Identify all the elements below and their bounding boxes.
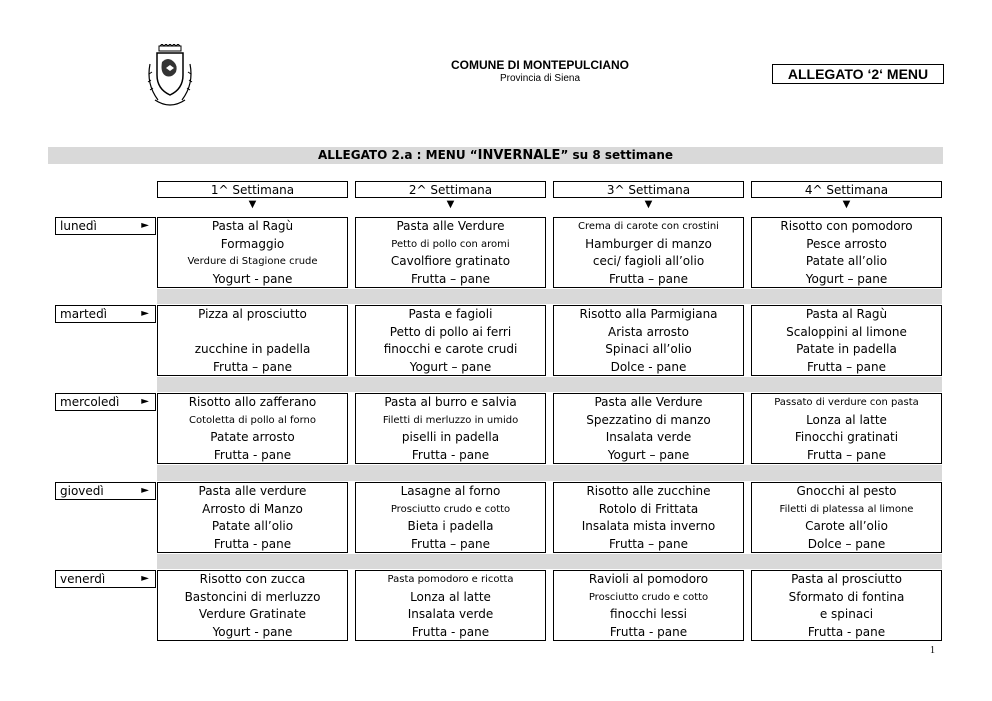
menu-dish: Frutta – pane bbox=[411, 271, 490, 286]
week-header: 2^ Settimana bbox=[355, 181, 546, 198]
menu-dish: Pesce arrosto bbox=[806, 236, 887, 251]
menu-dish: Frutta - pane bbox=[609, 624, 688, 639]
menu-cell bbox=[355, 217, 546, 288]
menu-cell bbox=[355, 482, 546, 553]
menu-dish: Cavolfiore gratinato bbox=[390, 254, 511, 268]
day-label bbox=[55, 393, 156, 411]
menu-dish: Pizza al prosciutto bbox=[198, 307, 307, 321]
menu-dish: Filetti di platessa al limone bbox=[779, 503, 914, 515]
menu-dish: Risotto alle zucchine bbox=[586, 484, 711, 498]
arrow-down-icon: ▼ bbox=[446, 199, 455, 210]
menu-cell bbox=[157, 570, 348, 641]
menu-cell bbox=[751, 393, 942, 464]
menu-dish: Pasta alle Verdure bbox=[396, 219, 505, 233]
menu-dish: finocchi lessi bbox=[609, 607, 687, 621]
menu-dish: Frutta – pane bbox=[807, 359, 886, 374]
menu-dish: Verdure di Stagione crude bbox=[187, 256, 318, 267]
menu-dish: Gnocchi al pesto bbox=[796, 484, 897, 498]
row-separator bbox=[157, 289, 942, 304]
arrow-down-icon: ▼ bbox=[248, 199, 257, 210]
menu-cell bbox=[157, 305, 348, 376]
day-label bbox=[55, 482, 156, 500]
week-header: 3^ Settimana bbox=[553, 181, 744, 198]
menu-dish: Pasta e fagioli bbox=[408, 307, 493, 321]
menu-dish: Formaggio bbox=[220, 236, 285, 251]
menu-dish: Frutta – pane bbox=[609, 271, 688, 286]
day-label bbox=[55, 305, 156, 323]
menu-dish: Frutta – pane bbox=[807, 447, 886, 462]
menu-dish: Frutta – pane bbox=[213, 359, 292, 374]
menu-cell bbox=[157, 217, 348, 288]
menu-dish: Rotolo di Frittata bbox=[598, 501, 699, 516]
menu-dish: Frutta - pane bbox=[807, 624, 886, 639]
coat-of-arms-icon bbox=[145, 44, 195, 110]
menu-dish: Risotto allo zafferano bbox=[188, 395, 317, 409]
day-name: martedì bbox=[60, 307, 108, 321]
menu-cell bbox=[355, 393, 546, 464]
row-separator bbox=[157, 465, 942, 481]
day-label bbox=[55, 570, 156, 588]
menu-dish: Lasagne al forno bbox=[400, 484, 501, 498]
day-name: mercoledì bbox=[60, 395, 120, 409]
municipality-name: COMUNE DI MONTEPULCIANO bbox=[451, 58, 629, 72]
menu-dish: Patate arrosto bbox=[210, 430, 295, 444]
menu-cell bbox=[553, 217, 744, 288]
menu-dish: Bieta i padella bbox=[407, 519, 494, 533]
menu-dish: Frutta – pane bbox=[411, 536, 490, 551]
menu-dish: Pasta al Ragù bbox=[211, 219, 294, 233]
menu-dish bbox=[158, 324, 347, 342]
menu-dish: Dolce - pane bbox=[610, 359, 687, 374]
arrow-right-icon: ► bbox=[141, 485, 149, 496]
menu-dish: Insalata verde bbox=[605, 430, 692, 444]
menu-cell bbox=[553, 570, 744, 641]
day-name: lunedì bbox=[60, 219, 97, 233]
allegato-label: ALLEGATO ‘2‘ MENU bbox=[772, 64, 944, 84]
menu-dish: Spezzatino di manzo bbox=[586, 412, 711, 427]
menu-dish: Sformato di fontina bbox=[788, 589, 905, 604]
menu-dish: Yogurt – pane bbox=[805, 271, 888, 286]
arrow-right-icon: ► bbox=[141, 220, 149, 231]
arrow-right-icon: ► bbox=[141, 573, 149, 584]
menu-dish: Frutta - pane bbox=[213, 536, 292, 551]
menu-cell bbox=[751, 217, 942, 288]
menu-dish: Frutta - pane bbox=[213, 447, 292, 462]
province-name: Provincia di Siena bbox=[499, 73, 581, 84]
menu-dish: Dolce – pane bbox=[807, 536, 886, 551]
menu-cell bbox=[157, 393, 348, 464]
menu-dish: Pasta pomodoro e ricotta bbox=[387, 574, 514, 585]
menu-dish: Petto di pollo con aromi bbox=[391, 238, 510, 250]
menu-dish: Crema di carote con crostini bbox=[578, 221, 719, 232]
menu-dish: Pasta alle Verdure bbox=[594, 395, 703, 409]
week-header: 4^ Settimana bbox=[751, 181, 942, 198]
menu-cell bbox=[553, 305, 744, 376]
menu-dish: Frutta – pane bbox=[609, 536, 688, 551]
menu-dish: Verdure Gratinate bbox=[198, 607, 307, 621]
menu-dish: Scaloppini al limone bbox=[786, 324, 907, 339]
menu-dish: Risotto alla Parmigiana bbox=[579, 307, 718, 321]
menu-dish: finocchi e carote crudi bbox=[383, 342, 518, 356]
menu-dish: Yogurt – pane bbox=[409, 359, 492, 374]
menu-dish: Risotto con pomodoro bbox=[780, 219, 913, 233]
menu-dish: Filetti di merluzzo in umido bbox=[382, 414, 519, 426]
menu-dish: Cotoletta di pollo al forno bbox=[189, 414, 316, 426]
menu-cell bbox=[553, 482, 744, 553]
menu-title-main: INVERNALE bbox=[477, 148, 561, 163]
menu-dish: Passato di verdure con pasta bbox=[774, 397, 919, 408]
menu-dish: Patate all’olio bbox=[805, 254, 888, 268]
menu-dish: Bastoncini di merluzzo bbox=[184, 589, 321, 604]
menu-dish: Lonza al latte bbox=[410, 589, 491, 604]
menu-dish: Insalata verde bbox=[407, 607, 494, 621]
day-name: giovedì bbox=[60, 484, 104, 498]
menu-dish: Patate all’olio bbox=[211, 519, 294, 533]
menu-cell bbox=[751, 482, 942, 553]
week-header: 1^ Settimana bbox=[157, 181, 348, 198]
menu-dish: Pasta al burro e salvia bbox=[384, 395, 517, 409]
menu-cell bbox=[751, 305, 942, 376]
menu-dish: Pasta al Ragù bbox=[805, 307, 888, 321]
row-separator bbox=[157, 377, 942, 392]
menu-dish: ceci/ fagioli all’olio bbox=[592, 254, 705, 268]
menu-dish: Yogurt – pane bbox=[607, 447, 690, 462]
arrow-down-icon: ▼ bbox=[842, 199, 851, 210]
menu-dish: Arista arrosto bbox=[608, 324, 689, 339]
menu-dish: Spinaci all’olio bbox=[605, 342, 692, 356]
menu-cell bbox=[355, 305, 546, 376]
menu-dish: zucchine in padella bbox=[194, 342, 311, 356]
menu-dish: Risotto con zucca bbox=[199, 572, 306, 586]
menu-dish: Carote all’olio bbox=[805, 519, 888, 533]
menu-dish: Frutta - pane bbox=[411, 447, 490, 462]
menu-dish: e spinaci bbox=[819, 607, 874, 621]
menu-title-prefix: ALLEGATO 2.a : MENU “ bbox=[317, 148, 478, 162]
menu-dish: Lonza al latte bbox=[806, 412, 887, 427]
menu-cell bbox=[751, 570, 942, 641]
day-name: venerdì bbox=[60, 572, 106, 586]
menu-dish: Frutta - pane bbox=[411, 624, 490, 639]
menu-dish: Prosciutto crudo e cotto bbox=[390, 503, 511, 515]
menu-dish: Petto di pollo ai ferri bbox=[389, 324, 512, 339]
page-number: 1 bbox=[930, 645, 935, 656]
menu-dish: Prosciutto crudo e cotto bbox=[588, 591, 709, 603]
arrow-right-icon: ► bbox=[141, 396, 149, 407]
menu-title-suffix: ” su 8 settimane bbox=[560, 148, 674, 162]
menu-dish: Patate in padella bbox=[796, 342, 897, 356]
menu-cell bbox=[355, 570, 546, 641]
menu-dish: Pasta al prosciutto bbox=[791, 572, 902, 586]
menu-cell bbox=[157, 482, 348, 553]
row-separator bbox=[157, 554, 942, 569]
menu-dish: Pasta alle verdure bbox=[198, 484, 307, 498]
menu-cell bbox=[553, 393, 744, 464]
menu-dish: Yogurt - pane bbox=[212, 271, 293, 286]
menu-dish: piselli in padella bbox=[401, 430, 500, 444]
arrow-right-icon: ► bbox=[141, 308, 149, 319]
menu-dish: Yogurt - pane bbox=[212, 624, 293, 639]
menu-dish: Ravioli al pomodoro bbox=[588, 572, 709, 586]
arrow-down-icon: ▼ bbox=[644, 199, 653, 210]
menu-title bbox=[48, 147, 943, 164]
day-label bbox=[55, 217, 156, 235]
menu-dish: Finocchi gratinati bbox=[794, 430, 899, 444]
menu-dish: Insalata mista inverno bbox=[581, 519, 716, 533]
menu-dish: Hamburger di manzo bbox=[585, 236, 712, 251]
menu-dish: Arrosto di Manzo bbox=[202, 501, 303, 516]
